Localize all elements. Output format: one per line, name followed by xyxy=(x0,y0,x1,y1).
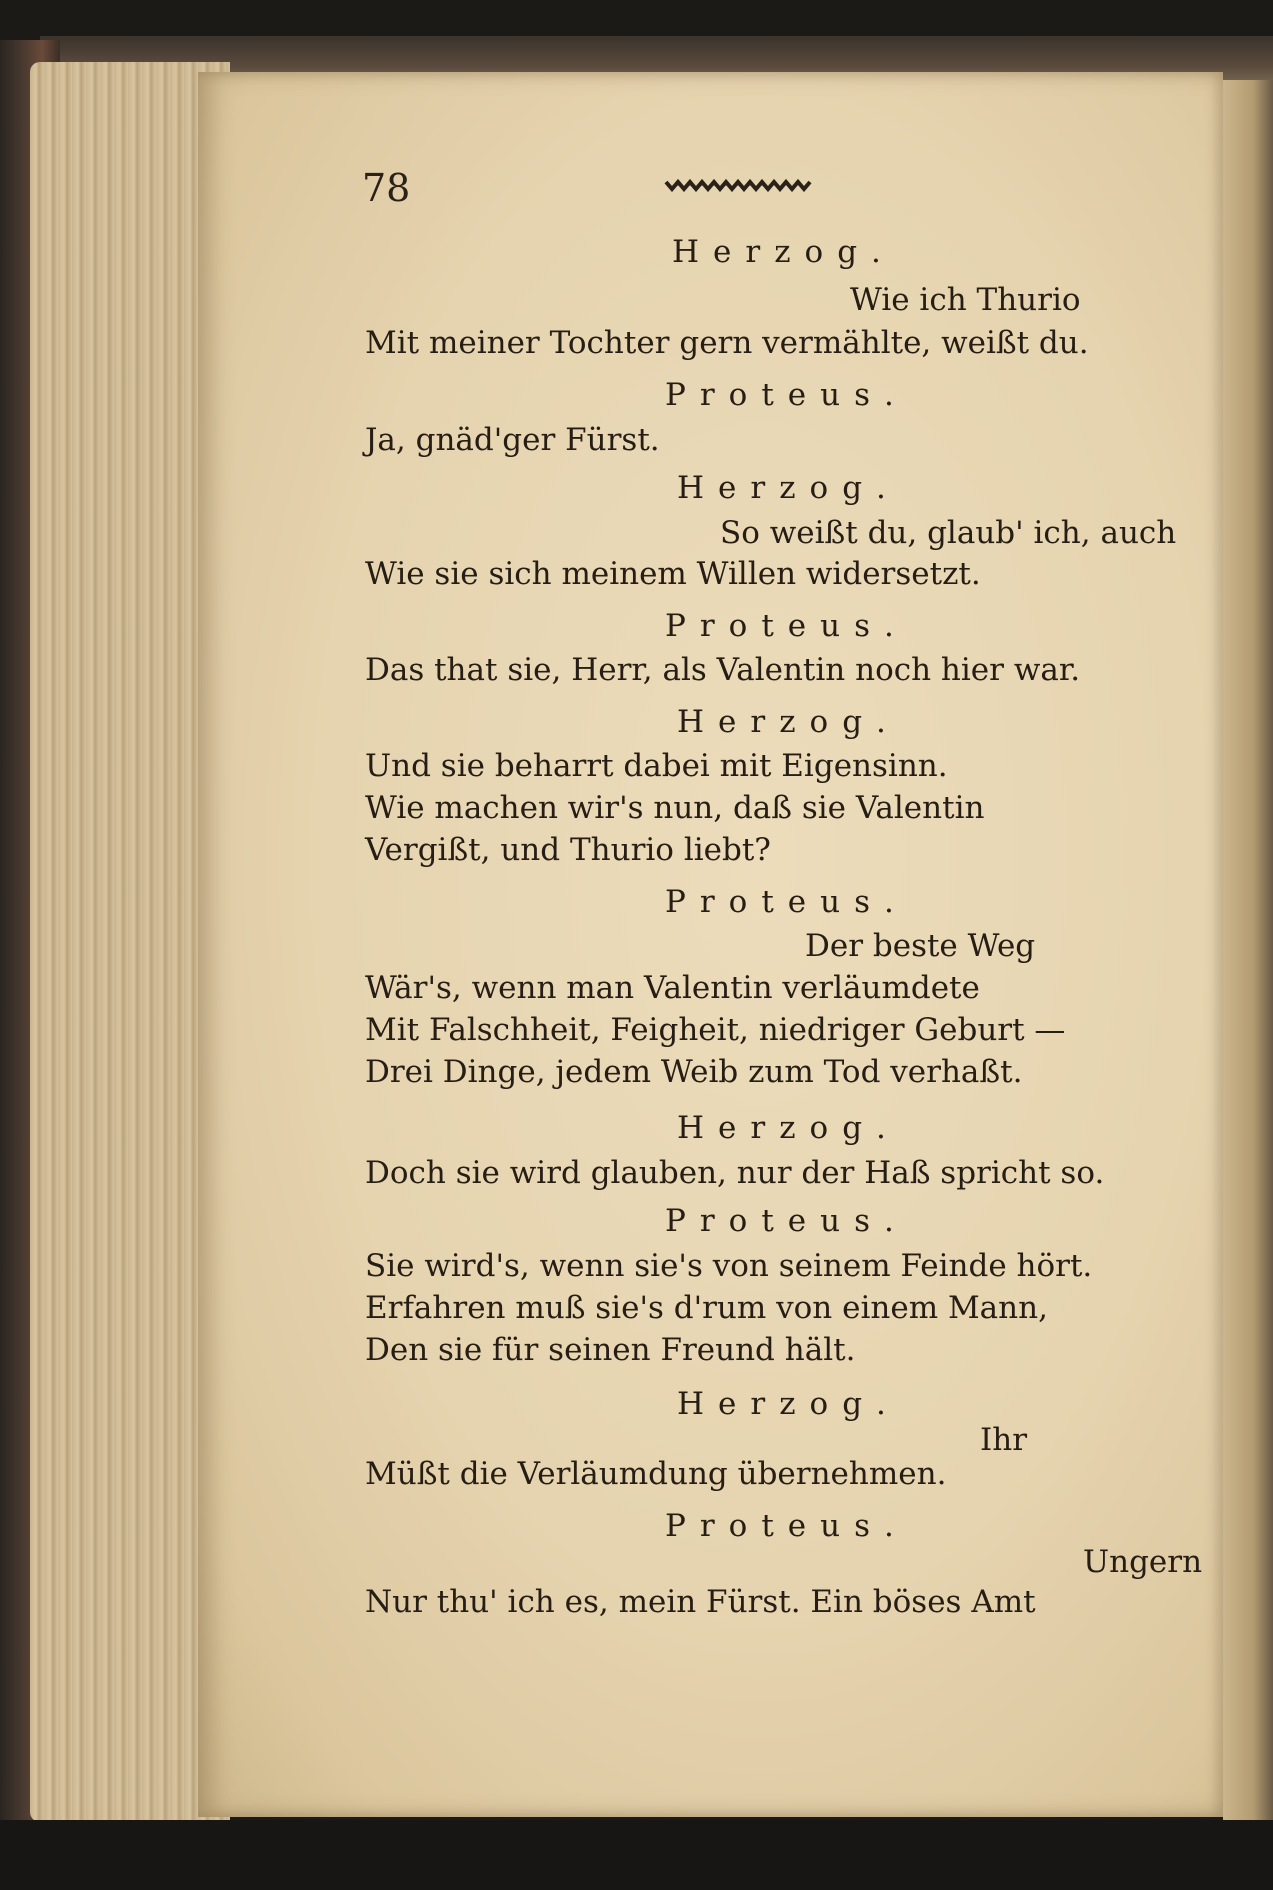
verse-line: Drei Dinge, jedem Weib zum Tod verhaßt. xyxy=(365,1054,1023,1090)
verse-line: Wär's, wenn man Valentin verläumdete xyxy=(365,970,980,1006)
verse-line: Wie sie sich meinem Willen widersetzt. xyxy=(365,556,981,592)
page-number: 78 xyxy=(362,166,411,210)
verse-line: Und sie beharrt dabei mit Eigensinn. xyxy=(365,748,948,784)
verse-line: Den sie für seinen Freund hält. xyxy=(365,1332,856,1368)
verse-line: Ihr xyxy=(980,1422,1028,1458)
speaker-label: Herzog. xyxy=(677,1110,900,1146)
verse-line: Mit Falschheit, Feigheit, niedriger Geburt — xyxy=(365,1012,1066,1048)
verse-line: Erfahren muß sie's d'rum von einem Mann, xyxy=(365,1290,1048,1326)
verse-line: Das that sie, Herr, als Valentin noch hier war. xyxy=(365,652,1081,688)
verse-line: Doch sie wird glauben, nur der Haß spricht so. xyxy=(365,1155,1105,1191)
verse-line: So weißt du, glaub' ich, auch xyxy=(720,515,1177,551)
verse-line: Nur thu' ich es, mein Fürst. Ein böses Amt xyxy=(365,1584,1036,1620)
speaker-label: Proteus. xyxy=(665,608,908,644)
speaker-label: Proteus. xyxy=(665,884,908,920)
speaker-label: Herzog. xyxy=(672,234,895,270)
header-ornament xyxy=(664,178,814,192)
verse-line: Ungern xyxy=(1083,1544,1203,1580)
verse-line: Ja, gnäd'ger Fürst. xyxy=(365,422,660,458)
speaker-label: Herzog. xyxy=(677,470,900,506)
verse-line: Vergißt, und Thurio liebt? xyxy=(365,832,771,868)
facing-page-edge xyxy=(1223,80,1273,1820)
speaker-label: Proteus. xyxy=(665,1508,908,1544)
verse-line: Müßt die Verläumdung übernehmen. xyxy=(365,1456,947,1492)
speaker-label: Proteus. xyxy=(665,377,908,413)
speaker-label: Herzog. xyxy=(677,1386,900,1422)
background-shadow xyxy=(0,1820,1273,1890)
verse-line: Sie wird's, wenn sie's von seinem Feinde hört. xyxy=(365,1248,1093,1284)
speaker-label: Herzog. xyxy=(677,704,900,740)
verse-line: Der beste Weg xyxy=(805,928,1036,964)
verse-line: Wie machen wir's nun, daß sie Valentin xyxy=(365,790,985,826)
speaker-label: Proteus. xyxy=(665,1203,908,1239)
verse-line: Mit meiner Tochter gern vermählte, weißt du. xyxy=(365,325,1089,361)
verse-line: Wie ich Thurio xyxy=(850,282,1081,318)
